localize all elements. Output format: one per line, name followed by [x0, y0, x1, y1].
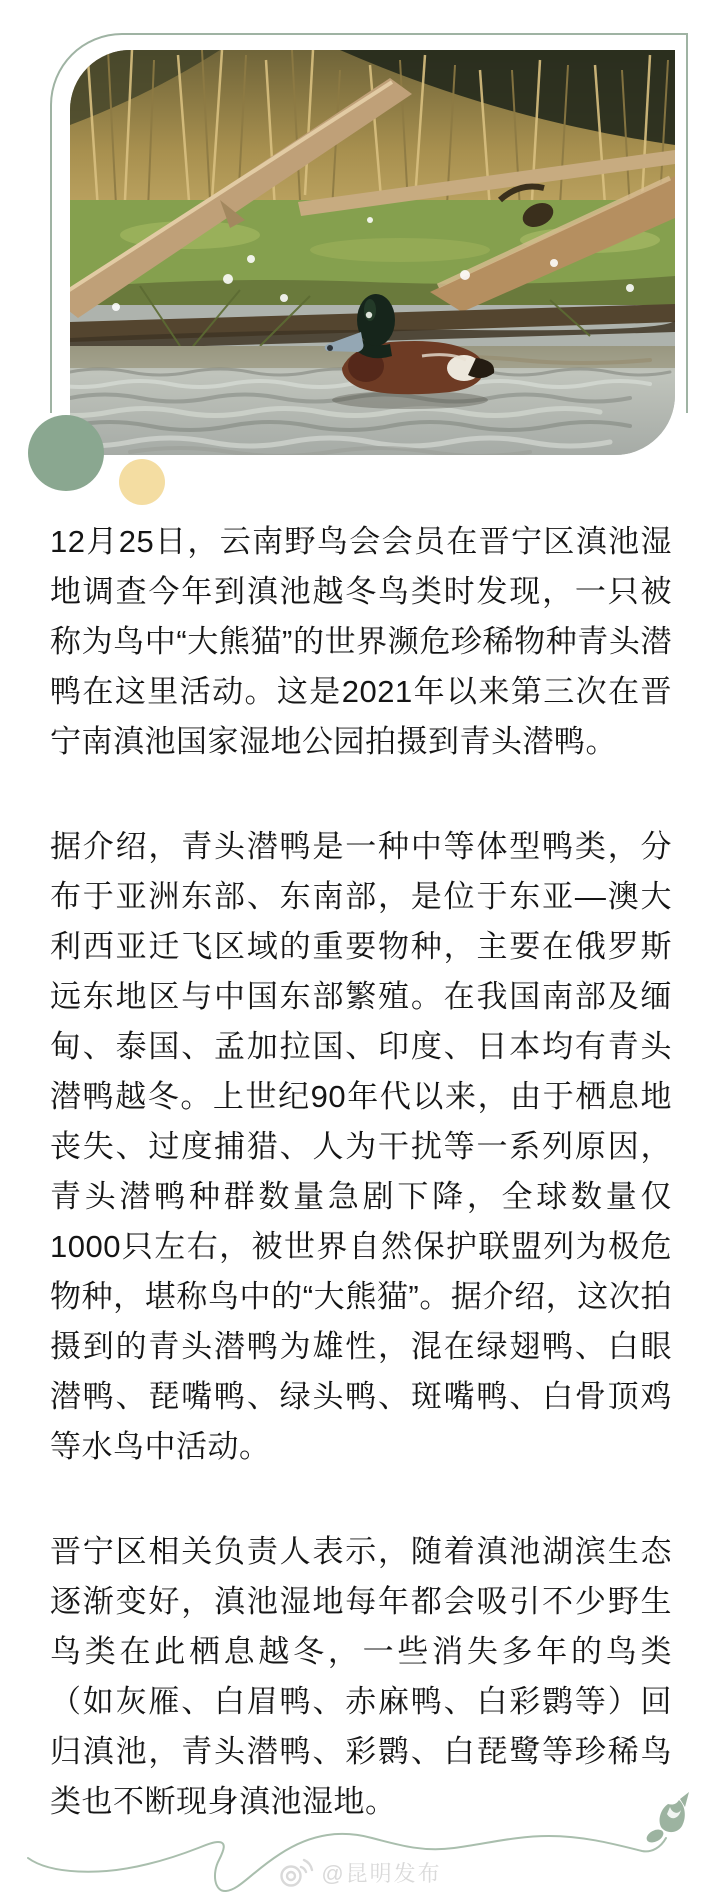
- decor-circle-green: [28, 415, 104, 491]
- weibo-icon: [278, 1856, 314, 1888]
- duck-photo-illustration: [70, 50, 675, 455]
- watermark: [0, 1856, 720, 1888]
- paragraph-1: 12月25日，云南野鸟会会员在晋宁区滇池湿地调查今年到滇池越冬鸟类时发现，一只被称为鸟中“大熊猫”的世界濒危珍稀物种青头潜鸭在这里活动。这是2021年以来第三次在晋宁南滇池国家湿地公园拍摄到青头潜鸭。: [50, 524, 672, 759]
- flower-icon: [644, 1792, 689, 1845]
- watermark-text: @昆明发布: [321, 1860, 442, 1886]
- article-body: [50, 517, 672, 1827]
- decor-circle-yellow: [119, 459, 165, 505]
- paragraph-3: 晋宁区相关负责人表示，随着滇池湖滨生态逐渐变好，滇池湿地每年都会吸引不少野生鸟类在此栖息越冬，一些消失多年的鸟类（如灰雁、白眉鸭、赤麻鸭、白彩鹮等）回归滇池，青头潜鸭、彩鹮、白琵鹭等珍稀鸟类也不断现身滇池湿地。: [50, 1534, 672, 1819]
- paragraph-2: 据介绍，青头潜鸭是一种中等体型鸭类，分布于亚洲东部、东南部，是位于东亚—澳大利西亚迁飞区域的重要物种，主要在俄罗斯远东地区与中国东部繁殖。在我国南部及缅甸、泰国、孟加拉国、印度、日本均有青头潜鸭越冬。上世纪90年代以来，由于栖息地丧失、过度捕猎、人为干扰等一系列原因，青头潜鸭种群数量急剧下降，全球数量仅1000只左右，被世界自然保护联盟列为极危物种，堪称鸟中的“大熊猫”。据介绍，这次拍摄到的青头潜鸭为雄性，混在绿翅鸭、白眼潜鸭、琵嘴鸭、绿头鸭、斑嘴鸭、白骨顶鸡等水鸟中活动。: [50, 829, 672, 1464]
- duck-photo: [70, 50, 675, 455]
